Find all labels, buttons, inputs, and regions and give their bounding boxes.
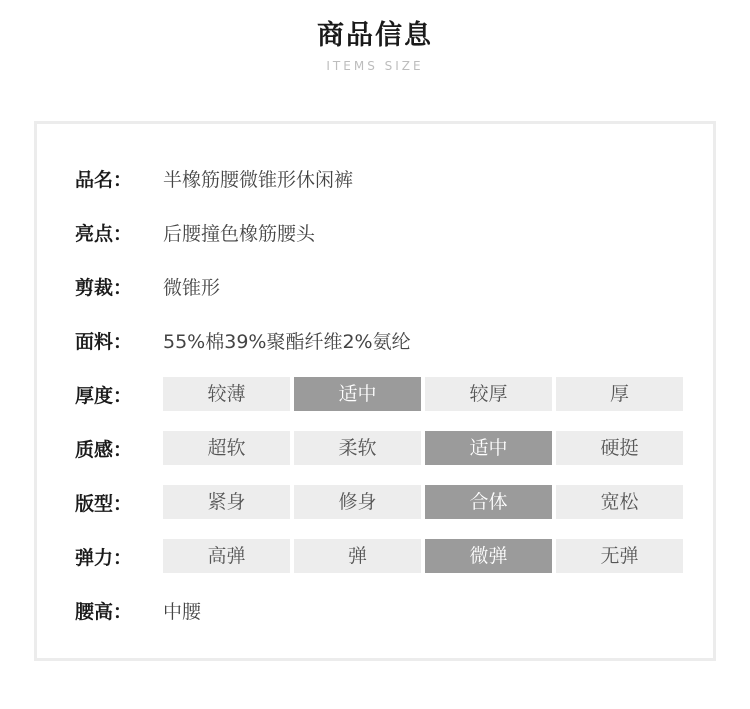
option-chip: 弹	[294, 539, 421, 573]
option-chip: 硬挺	[556, 431, 683, 465]
elasticity-options	[163, 539, 683, 573]
option-chip: 柔软	[294, 431, 421, 465]
option-chip-selected: 合体	[425, 485, 552, 519]
option-chip-selected: 适中	[294, 377, 421, 411]
row-waist	[75, 593, 201, 627]
row-label: 剪裁：	[75, 276, 133, 299]
option-chip: 高弹	[163, 539, 290, 573]
row-label: 品名：	[75, 168, 133, 191]
option-chip: 紧身	[163, 485, 290, 519]
row-value: 后腰撞色橡筋腰头	[163, 222, 316, 245]
option-chip: 超软	[163, 431, 290, 465]
option-chip-selected: 微弹	[425, 539, 552, 573]
row-value: 半橡筋腰微锥形休闲裤	[163, 168, 354, 191]
row-value: 55%棉39%聚酯纤维2%氨纶	[163, 330, 411, 353]
option-chip-selected: 适中	[425, 431, 552, 465]
row-label: 亮点：	[75, 222, 133, 245]
thickness-options	[163, 377, 683, 411]
row-label: 弹力：	[75, 546, 133, 569]
row-label: 面料：	[75, 330, 133, 353]
option-chip: 宽松	[556, 485, 683, 519]
option-chip: 厚	[556, 377, 683, 411]
row-cut	[75, 269, 220, 303]
product-info-card	[34, 121, 716, 661]
page-header	[0, 16, 750, 74]
row-label: 版型：	[75, 492, 133, 515]
row-label: 质感：	[75, 438, 133, 461]
option-chip: 修身	[294, 485, 421, 519]
row-fabric	[75, 323, 411, 357]
row-elasticity	[75, 539, 683, 573]
option-chip: 无弹	[556, 539, 683, 573]
row-label: 厚度：	[75, 384, 133, 407]
page-title: 商品信息	[317, 20, 433, 51]
option-chip: 较薄	[163, 377, 290, 411]
fit-options	[163, 485, 683, 519]
page-subtitle: ITEMS SIZE	[326, 59, 424, 73]
row-texture	[75, 431, 683, 465]
row-value: 中腰	[163, 600, 202, 623]
row-thickness	[75, 377, 683, 411]
row-name	[75, 161, 353, 195]
row-value: 微锥形	[163, 276, 221, 299]
option-chip: 较厚	[425, 377, 552, 411]
texture-options	[163, 431, 683, 465]
row-label: 腰高：	[75, 600, 133, 623]
row-highlight	[75, 215, 315, 249]
row-fit	[75, 485, 683, 519]
